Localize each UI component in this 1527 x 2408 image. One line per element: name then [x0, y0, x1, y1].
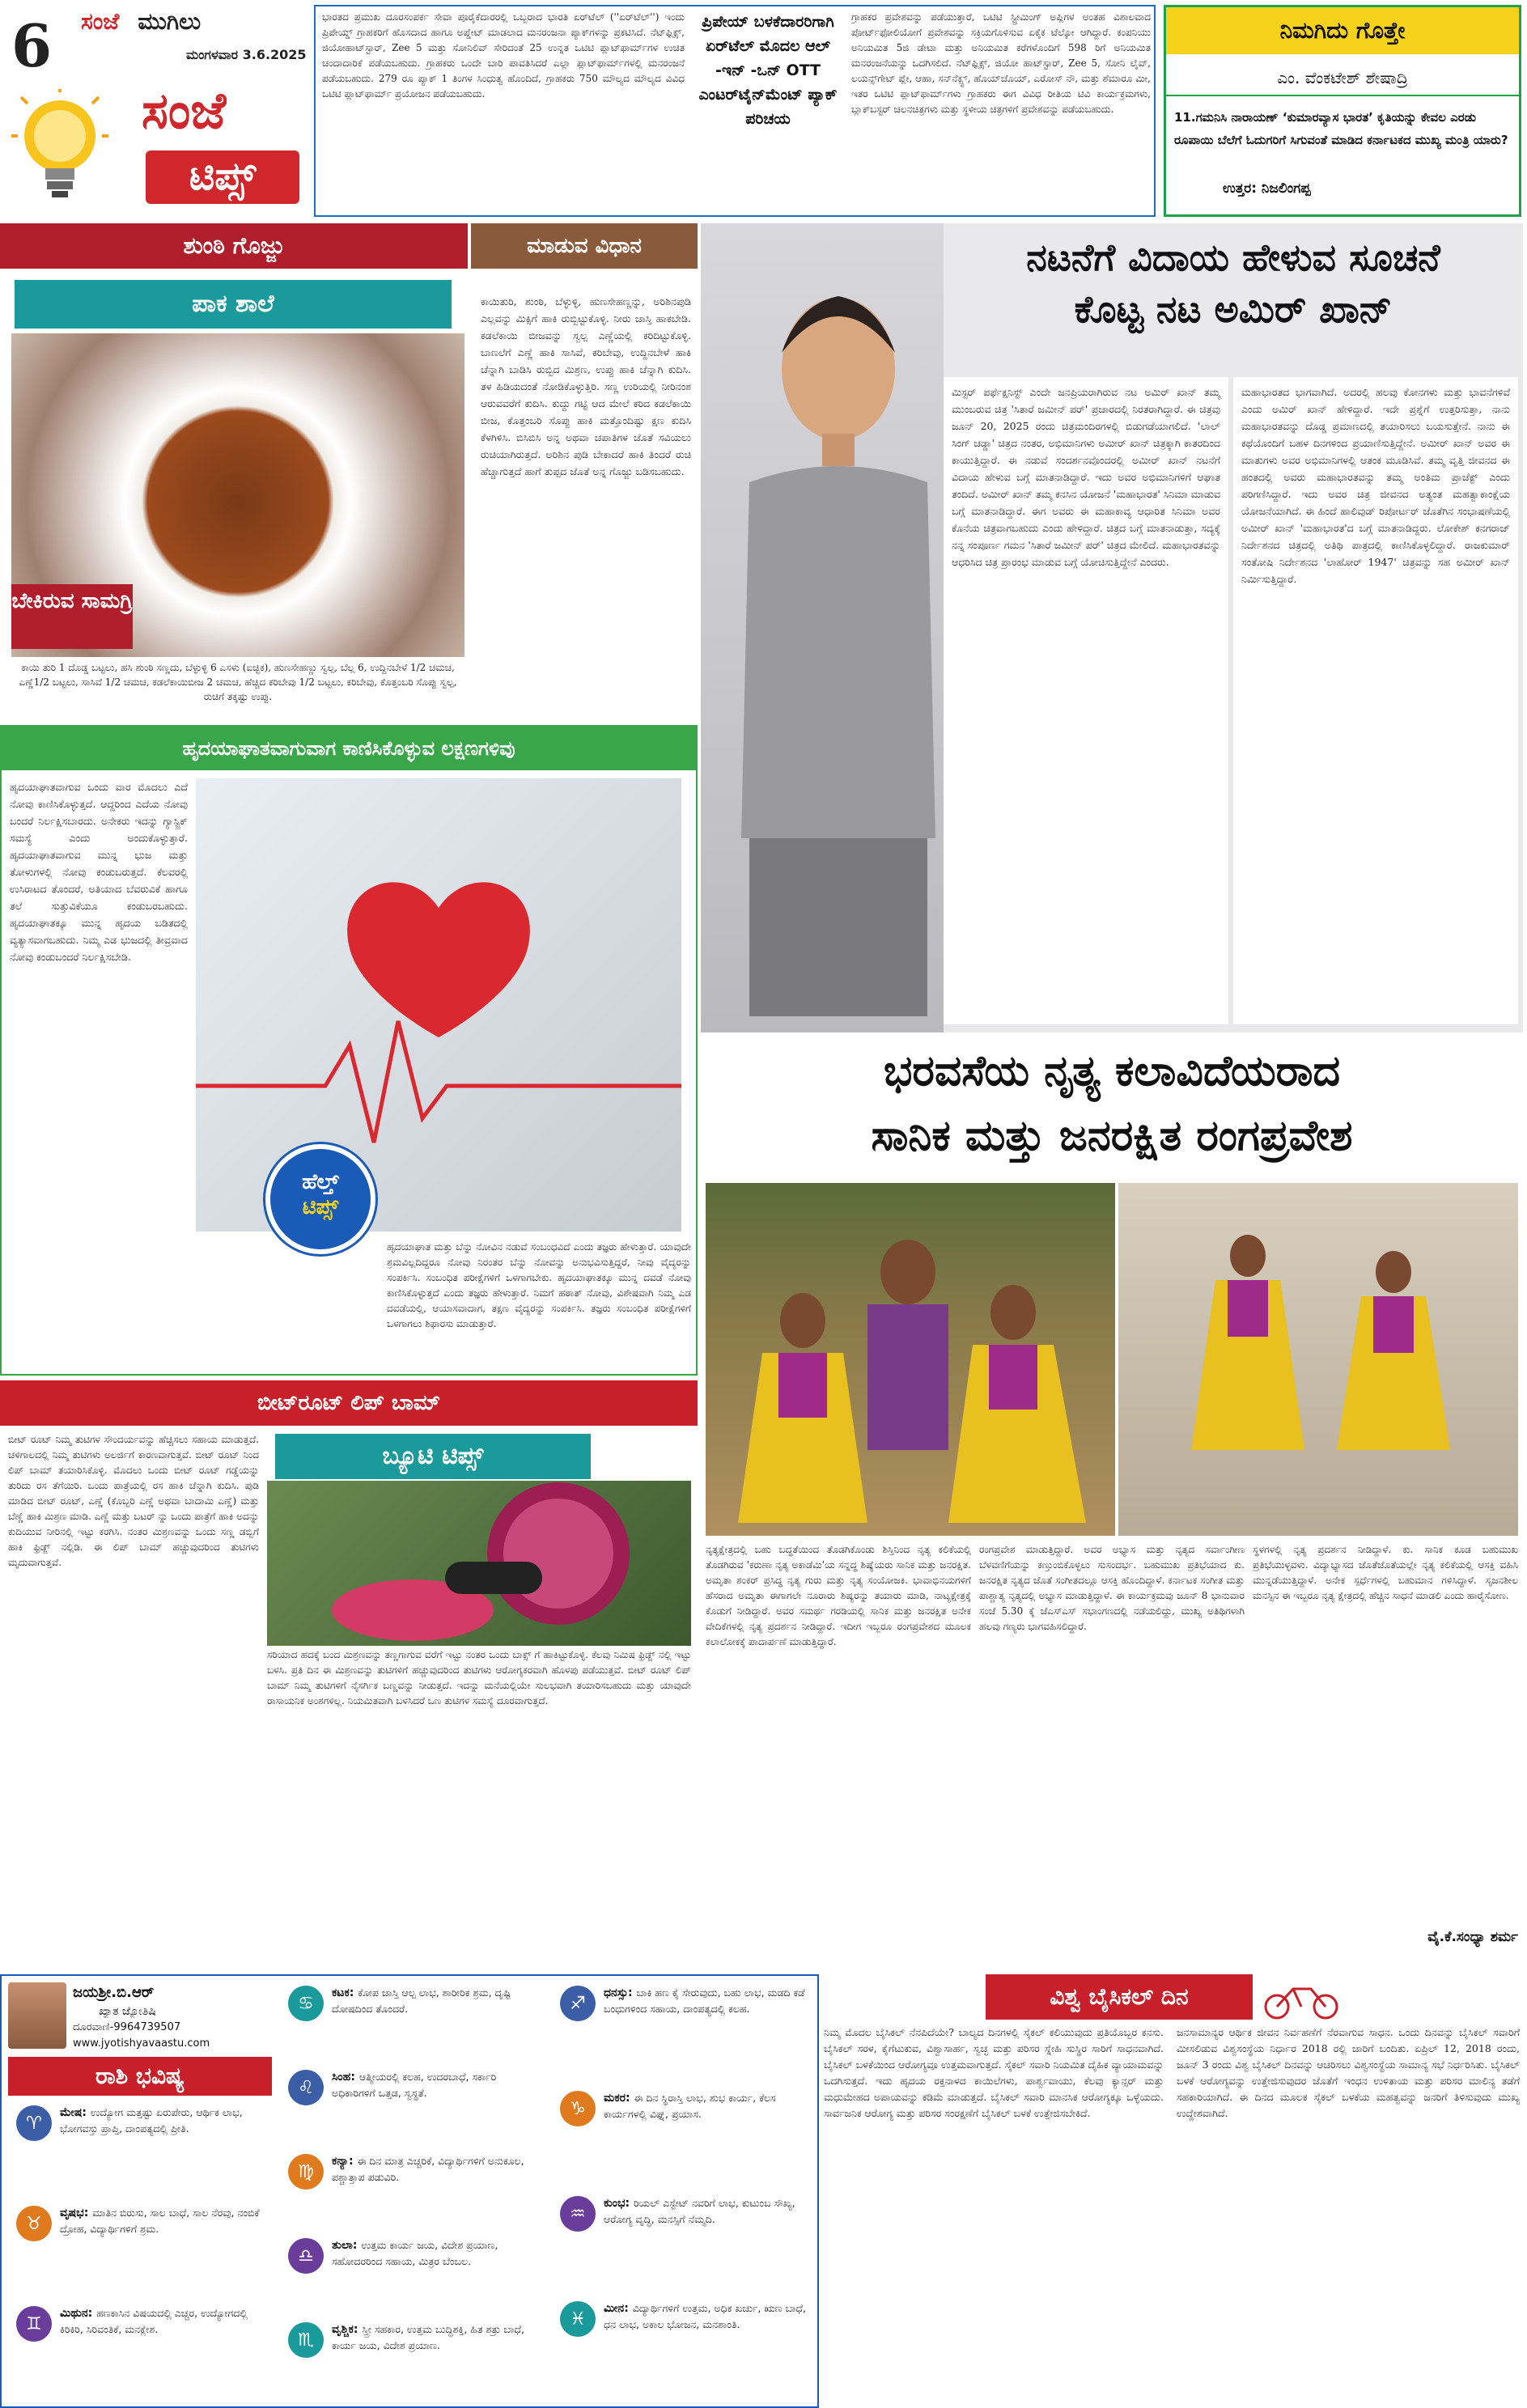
libra-icon: ♎	[288, 2238, 324, 2274]
horoscope-entry	[552, 2088, 816, 2188]
horoscope-title: ರಾಶಿ ಭವಿಷ್ಯ	[8, 2057, 272, 2096]
bulb-icon	[11, 89, 108, 210]
horoscope-sign-name: ವೃಶ್ಚಿಕ:	[332, 2323, 363, 2336]
beauty-col-cont	[8, 1647, 259, 1793]
recipe-method-label: ಮಾಡುವ ವಿಧಾನ	[471, 223, 698, 269]
heart-badge	[265, 1144, 375, 1254]
horoscope-sign-name: ಕುಂಭ:	[604, 2197, 634, 2210]
horoscope-col3	[552, 1982, 816, 2406]
recipe-section	[0, 223, 698, 720]
horoscope-sign-name: ಮೀನ:	[604, 2302, 633, 2315]
dance-headline-line1: ಭರವಸೆಯ ನೃತ್ಯ ಕಲಾವಿದೆಯರಾದ	[883, 1047, 1341, 1096]
horoscope-sign-text: ಮಾತಿನ ಬಿರುಸು, ಸಾಲ ಬಾಧೆ, ಸಾಲ ನೆರವು, ನಂಬಿಕೆ ದ್ರೋಹ, ವಿದ್ಯಾರ್ಥಿಗಳಿಗೆ ಶ್ರಮ.	[60, 2207, 260, 2235]
cycle-col1: ನಿಮ್ಮ ಮೊದಲ ಬೈಸಿಕಲ್ ನೆನಪಿದೆಯೇ? ಬಾಲ್ಯದ ದಿನಗಳಲ್ಲಿ ಸೈಕಲ್ ಕಲಿಯುವುದು ಪ್ರತಿಯೊಬ್ಬರ ಕನಸು. ಬೈಸಿಕಲ್ ಸರಳ, ಕೈಗೆಟುಕುವ, ವಿಶ್ವಾಸಾರ್ಹ, ಸ್ವಚ್ಛ ಮತ್ತು ಪರಿಸರ ಸ್ನೇಹಿ ಸುಸ್ಥಿರ ಸಾರಿಗೆ ಸಾಧನವಾಗಿದೆ. ಬೈಸಿಕಲ್ ಬಳಕೆಯಿಂದ ಆರೋಗ್ಯವೂ ಉತ್ತಮವಾಗುತ್ತದೆ. ಸೈಕಲ್ ಸವಾರಿ ನಿಯಮಿತ ದೈಹಿಕ ವ್ಯಾಯಾಮವನ್ನು ಒದಗಿಸುತ್ತದೆ. ಇದು ಹೃದಯ ರಕ್ತನಾಳದ ಕಾಯಿಲೆಗಳು, ಪಾರ್ಶ್ವವಾಯು, ಕೆಲವು ಕ್ಯಾನ್ಸರ್ ಮತ್ತು ಮಧುಮೇಹದ ಅಪಾಯವನ್ನು ಕಡಿಮೆ ಮಾಡುತ್ತದೆ. ಬೈಸಿಕಲ್ ಸವಾರಿ ಮಾನಸಿಕ ಆರೋಗ್ಯಕ್ಕೂ ಒಳ್ಳೆಯದು. ಸಾರ್ವಜನಿಕ ಆರೋಗ್ಯ ಮತ್ತು ಪರಿಸರ ಸಂರಕ್ಷಣೆಗೆ ಬೈಸಿಕಲ್ ಬಳಕೆ ಉತ್ತೇಜಿಸಬೇಕಿದೆ.	[824, 2026, 1164, 2119]
quiz-title: ನಿಮಗಿದು ಗೊತ್ತೇ	[1166, 7, 1519, 54]
capricorn-icon: ♑	[560, 2091, 596, 2126]
cycle-title: ವಿಶ್ವ ಬೈಸಿಕಲ್ ದಿನ	[986, 1974, 1253, 2020]
horoscope-sign-text: ವಿದ್ಯಾರ್ಥಿಗಳಿಗೆ ಉತ್ತಮ, ಅಧಿಕ ಖರ್ಚು, ಋಣ ಬಾಧೆ, ಧನ ಲಾಭ, ಅಕಾಲ ಭೋಜನ, ಮನಶಾಂತಿ.	[604, 2302, 807, 2330]
cycle-col2: ಜನಸಾಮಾನ್ಯರ ಆರ್ಥಿಕ ಜೀವನ ನಿರ್ವಹಣೆಗೆ ನೆರವಾಗುವ ಸಾಧನ. ಒಂದು ದಿನವನ್ನು ಬೈಸಿಕಲ್ ಸವಾರಿಗೆ ಮೀಸಲಿಡುವ ವಿಶ್ವಸಂಸ್ಥೆಯ ನಿರ್ಧಾರ 2018 ರಲ್ಲಿ ಜಾರಿಗೆ ಬಂದಿತು. ಏಪ್ರಿಲ್ 12, 2018 ರಂದು, ಜೂನ್ 3 ರಂದು ವಿಶ್ವ ಬೈಸಿಕಲ್ ದಿನವನ್ನು ಆಚರಿಸಲು ವಿಶ್ವಸಂಸ್ಥೆಯ ಸಾಮಾನ್ಯ ಸಭೆ ನಿರ್ಧರಿಸಿತು. ಬೈಸಿಕಲ್ ಬಳಕೆ ಆರೋಗ್ಯವನ್ನು ಉತ್ತೇಜಿಸುವುದರ ಜೊತೆಗೆ ಇಂಧನ ಉಳಿತಾಯ ಮತ್ತು ಪರಿಸರ ಮಾಲಿನ್ಯ ತಡೆಗೆ ಸಹಕಾರಿಯಾಗಿದೆ. ಈ ದಿನದ ಮೂಲಕ ಸೈಕಲ್ ಬಳಕೆಯ ಮಹತ್ವವನ್ನು ಜನರಿಗೆ ತಿಳಿಸುವುದು ಮುಖ್ಯ ಉದ್ದೇಶವಾಗಿದೆ.	[1177, 2026, 1520, 2119]
aamir-headline	[944, 231, 1523, 353]
aamir-photo-figure	[733, 256, 944, 1016]
aamir-col1: ಮಿಸ್ಟರ್ ಪರ್ಫೆಕ್ಷನಿಸ್ಟ್ ಎಂದೇ ಜನಪ್ರಿಯರಾಗಿರುವ ನಟ ಅಮಿರ್ ಖಾನ್ ತಮ್ಮ ಮುಂಬರುವ ಚಿತ್ರ 'ಸಿತಾರೆ ಜಮೀನ್ ಪರ್' ಪ್ರಚಾರದಲ್ಲಿ ನಿರತರಾಗಿದ್ದಾರೆ. ಈ ಚಿತ್ರವು ಜೂನ್ 20, 2025 ರಂದು ಚಿತ್ರಮಂದಿರಗಳಲ್ಲಿ ಬಿಡುಗಡೆಯಾಗಲಿದೆ. 'ಲಾಲ್ ಸಿಂಗ್ ಚಡ್ಡಾ' ಚಿತ್ರದ ನಂತರ, ಅಭಿಮಾನಿಗಳು ಅಮೀರ್ ಖಾನ್ ಚಿತ್ರಕ್ಕಾಗಿ ಕಾತರದಿಂದ ಕಾಯುತ್ತಿದ್ದಾರೆ. ಈ ನಡುವೆ ಸಂದರ್ಶನವೊಂದರಲ್ಲಿ ಅಮೀರ್ ಖಾನ್ ನಟನೆಗೆ ವಿದಾಯ ಹೇಳುವ ಬಗ್ಗೆ ಮಾತನಾಡಿದ್ದಾರೆ. ಇದು ಅವರ ಅಭಿಮಾನಿಗಳಿಗೆ ಆಘಾತ ತಂದಿದೆ. ಅಮೀರ್ ಖಾನ್ ತಮ್ಮ ಕನಸಿನ ಯೋಜನೆ 'ಮಹಾಭಾರತ' ಸಿನಿಮಾ ಮಾಡುವ ಬಗ್ಗೆ ಮಾತನಾಡಿದ್ದಾರೆ. ಈಗ ಅವರು ಈ ಮಹಾಕಾವ್ಯ ಆಧಾರಿತ ಸಿನಿಮಾ ಅವರ ಕೊನೆಯ ಚಿತ್ರವಾಗಬಹುದು ಎಂದು ಹೇಳಿದ್ದಾರೆ. ಚಿತ್ರದ ಬಗ್ಗೆ ಮಾತನಾಡುತ್ತಾ, ಸದ್ಯಕ್ಕೆ ನನ್ನ ಸಂಪೂರ್ಣ ಗಮನ 'ಸಿತಾರೆ ಜಮೀನ್ ಪರ್' ಚಿತ್ರದ ಮೇಲಿದೆ. ಮಹಾಭಾರತವನ್ನು ಆಧರಿಸಿದ ಚಿತ್ರ ಪ್ರಾರಂಭ ಮಾಡುವ ಬಗ್ಗೆ ಯೋಚಿಸುತ್ತಿದ್ದೇನೆ ಎಂದರು.	[944, 377, 1228, 1024]
dance-section	[701, 1039, 1523, 1958]
astrologer-website: www.jyotishyavaastu.com	[73, 2037, 210, 2050]
quiz-answer: ಉತ್ತರ: ನಿಜಲಿಂಗಪ್ಪ	[1223, 180, 1311, 197]
horoscope-entry	[552, 2193, 816, 2293]
horoscope-col1	[8, 2102, 272, 2406]
dance-photo-group	[706, 1183, 1115, 1536]
recipe-ingredients-label: ಬೇಕಿರುವ ಸಾಮಗ್ರಿ	[11, 584, 133, 649]
beauty-photo	[267, 1481, 691, 1646]
quiz-box	[1164, 5, 1521, 217]
recipe-title: ಶುಂಠಿ ಗೊಜ್ಜು	[0, 223, 468, 269]
leo-icon: ♌	[288, 2070, 324, 2105]
aamir-col2: ಮಹಾಭಾರತದ ಭಾಗವಾಗಿದೆ. ಅದರಲ್ಲಿ ಹಲವು ಕೋನಗಳು ಮತ್ತು ಭಾವನೆಗಳಿವೆ ಎಂದು ಅಮಿರ್ ಖಾನ್ ಹೇಳಿದ್ದಾರೆ. ಇದೇ ಪ್ರಶ್ನೆಗೆ ಉತ್ತರಿಸುತ್ತಾ, ನಾನು ಮಹಾಭಾರತವನ್ನು ದೊಡ್ಡ ಪ್ರಮಾಣದಲ್ಲಿ ತಯಾರಿಸಲು ಬಯಸುತ್ತೇನೆ. ನಾನು ಈ ಕಥೆಯೊಂದಿಗೆ ಬಹಳ ದಿನಗಳಿಂದ ಪ್ರಯಾಣಿಸುತ್ತಿದ್ದೇನೆ. ಅಮೀರ್ ಖಾನ್ ಅವರ ಈ ಮಾತುಗಳು ಅವರ ಅಭಿಮಾನಿಗಳಲ್ಲಿ ಆತಂಕ ಮೂಡಿಸಿವೆ. ತಮ್ಮ ವೃತ್ತಿ ಜೀವನದ ಈ ಹಂತದಲ್ಲಿ ಅವರು ಮಹಾಭಾರತವನ್ನು ತಮ್ಮ ಅಂತಿಮ ಪ್ರಾಜೆಕ್ಟ್ ಎಂದು ಪರಿಗಣಿಸಿದ್ದಾರೆ. ಇದು ಅವರ ಚಿತ್ರ ಜೀವನದ ಅತ್ಯಂತ ಮಹತ್ವಾಕಾಂಕ್ಷೆಯ ಯೋಜನೆಯಾಗಿದೆ. ಈ ಹಿಂದೆ ಹಾಲಿವುಡ್ ರಿಪೋರ್ಟರ್ ಜೊತೆಗಿನ ಸಂಭಾಷಣೆಯಲ್ಲಿ ಅಮೀರ್ ಖಾನ್ 'ಮಹಾಭಾರತ'ದ ಬಗ್ಗೆ ಮಾತನಾಡಿದ್ದರು. ಲೋಕೇಶ್ ಕನಗರಾಜ್ ನಿರ್ದೇಶನದ ಚಿತ್ರದಲ್ಲಿ ಅತಿಥಿ ಪಾತ್ರದಲ್ಲಿ ಕಾಣಿಸಿಕೊಳ್ಳಲಿದ್ದಾರೆ. ರಾಜಕುಮಾರ್ ಸಂತೋಷಿ ನಿರ್ದೇಶನದ 'ಲಾಹೋರ್ 1947' ಚಿತ್ರವನ್ನು ಸಹ ಅಮೀರ್ ಖಾನ್ ನಿರ್ಮಿಸುತ್ತಿದ್ದಾರೆ.	[1233, 377, 1518, 1024]
horoscope-sign-name: ವೃಷಭ:	[60, 2207, 93, 2219]
heart-badge-line1: ಹೆಲ್ತ್	[302, 1170, 339, 1194]
top-news	[314, 5, 1156, 217]
horoscope-entry	[552, 2298, 816, 2398]
top-news-body-2: ಗ್ರಾಹಕರ ಪ್ರವೇಶವನ್ನು ಪಡೆಯುತ್ತಾರೆ, ಒಟಿಟಿ ಸ್ಟ್ರೀಮಿಂಗ್ ಅಪ್ಲಿಗಳ ಅಂತಹ ವಿಶಾಲವಾದ ಪೋರ್ಟ್‌ಫೋಲಿಯೋಗೆ ಪ್ರವೇಶವನ್ನು ಸಕ್ರಿಯಗೊಳಿಸುವ ಏಕೈಕ ಟೆಲ್ಕೋ ಆಗಿದ್ದಾರೆ. ಕಂಪನಿಯು ಅನಿಯಮಿತ 5ಜಿ ಡೇಟಾ ಮತ್ತು ಅನಿಯಮಿತ ಕರೆಗಳೊಂದಿಗೆ 598 ರಿಗೆ ಅನಿಯಮಿತ ಮನರಂಜನೆಯನ್ನು ಒದಗಿಸಲಿದೆ. ನೆಟ್‌ಫ್ಲಿಕ್ಸ್, ಜಿಯೋ ಹಾಟ್‌ಸ್ಟಾರ್, Zee 5, ಸೋನಿ ಲೈವ್, ಲಯನ್ಸ್‌ಗೇಟ್ ಪ್ಲೇ, ಆಹಾ, ಸನ್‌ನೆಕ್ಸ್ಟ್, ಹೊಯ್‌ಚೊಯ್, ಎರೋಸ್ ನೌ, ಮತ್ತು ಶೆಮಾರೂ ಮೀ, ಇತರ ಒಟಿಟಿ ಪ್ಲಾಟ್‌ಫಾರ್ಮ್‌ಗಳು ಗ್ರಾಹಕರು ಈಗ ವಿವಿಧ ರೀತಿಯ ಟಿವಿ ಕಾರ್ಯಕ್ರಮಗಳು, ಬ್ಲಾಕ್‌ಬಸ್ಟರ್ ಚಲನಚಿತ್ರಗಳು ಮತ್ತು ಸ್ಥಳೀಯ ಚಿತ್ರಗಳಿಗೆ ಪ್ರವೇಶವನ್ನು ಪಡೆಯಬಹುದು.	[851, 11, 1151, 115]
horoscope-entry	[8, 2102, 272, 2198]
page-number: 6	[11, 11, 53, 80]
quiz-author: ಎಂ. ವೆಂಕಟೇಶ್ ಶೇಷಾದ್ರಿ	[1166, 59, 1519, 96]
horoscope-sign-text: ಹಣಕಾಸಿನ ವಿಷಯದಲ್ಲಿ ಎಚ್ಚರ, ಉದ್ಯೋಗದಲ್ಲಿ ಕಿರಿಕಿರಿ, ಸಿರಿವಂತಿಕೆ, ಮನಕ್ಲೇಶ.	[60, 2307, 248, 2335]
horoscope-entry	[280, 2151, 544, 2230]
aamir-headline-line1: ನಟನೆಗೆ ವಿದಾಯ ಹೇಳುವ ಸೂಚನೆ	[1026, 235, 1440, 279]
dance-headline-line2: ಸಾನಿಕ ಮತ್ತು ಜನರಕ್ಷಿತ ರಂಗಪ್ರವೇಶ	[871, 1112, 1353, 1160]
cancer-icon: ♋	[288, 1986, 324, 2021]
beauty-col: ಬೀಟ್ ರೂಟ್ ನಿಮ್ಮ ತುಟಿಗಳ ಸೌಂದರ್ಯವನ್ನು ಹೆಚ್ಚಿಸಲು ಸಹಾಯ ಮಾಡುತ್ತದೆ. ಚಳಿಗಾಲದಲ್ಲಿ ನಿಮ್ಮ ತುಟಿಗಳು ಅಲರ್ಜಿಗೆ ಕಾರಣವಾಗುತ್ತವೆ. ಬೀಟ್ ರೂಟ್ ನಿಂದ ಲಿಪ್ ಬಾಮ್ ತಯಾರಿಸಿಕೊಳ್ಳಿ. ಮೊದಲು ಒಂದು ಬೀಟ್ ರೂಟ್ ಗಡ್ಡೆಯನ್ನು ತುರಿದು ರಸ ತೆಗೆಯಿರಿ. ಒಂದು ಪಾತ್ರೆಯಲ್ಲಿ ರಸ ಹಾಕಿ ಚೆನ್ನಾಗಿ ಕುದಿಸಿ. ಪುಡಿ ಮಾಡಿದ ಬೀಟ್ ರೂಟ್, ಎಣ್ಣೆ (ಕೊಬ್ಬರಿ ಎಣ್ಣೆ ಅಥವಾ ಬಾದಾಮಿ ಎಣ್ಣೆ) ಮತ್ತು ಬೆಣ್ಣೆ ಹಾಕಿ ಮಿಶ್ರಣ ಮಾಡಿ. ಎಣ್ಣೆ ಮತ್ತು ಬಟರ್ ನ್ನು ಒಂದು ಪಾತ್ರೆಗೆ ಹಾಕಿ ಅದನ್ನು ಕುದಿಯುವ ನೀರಿನಲ್ಲಿ ಇಟ್ಟು ಕರಗಿಸಿ. ನಂತರ ಮಿಶ್ರಣವನ್ನು ಒಂದು ಸಣ್ಣ ಡಬ್ಬಿಗೆ ಹಾಕಿ ಫ್ರಿಡ್ಜ್ ನಲ್ಲಿಡಿ. ಈ ಲಿಪ್ ಬಾಮ್ ಹಚ್ಚುವುದರಿಂದ ತುಟಿಗಳು ಮೃದುವಾಗುತ್ತವೆ.	[8, 1434, 259, 1568]
recipe-kitchen-label: ಪಾಕ ಶಾಲೆ	[15, 280, 452, 329]
heart-section	[0, 725, 698, 1376]
astrologer-avatar	[8, 1982, 66, 2049]
brand-left: ಸಂಜೆ	[81, 8, 120, 35]
horoscope-sign-name: ಮಕರ:	[604, 2092, 634, 2105]
horoscope-sign-text: ಕೋಪ ಜಾಸ್ತಿ ಆಲ್ಪ ಲಾಭ, ಶಾರೀರಿಕ ಶ್ರಮ, ದೃಷ್ಟಿ ದೋಷದಿಂದ ತೊಂದರೆ.	[332, 1986, 511, 2015]
scorpio-icon: ♏	[288, 2322, 324, 2358]
dance-photo-pose	[1118, 1183, 1518, 1536]
recipe-ingredients: ಕಾಯಿ ತುರಿ 1 ದೊಡ್ಡ ಬಟ್ಟಲು, ಹಸಿ ಶುಂಠಿ ಸಣ್ಣದು, ಬೆಳ್ಳುಳ್ಳಿ 6 ಎಸಳು (ಐಚ್ಛಿಕ), ಹುಣಸೇಹಣ್ಣು ಸ್ವಲ್ಪ, ಬೆಲ್ಲ 6, ಉದ್ದಿನಬೇಳೆ 1/2 ಚಮಚ, ಎಣ್ಣೆ1/2 ಬಟ್ಟಲು, ಸಾಸಿವೆ 1/2 ಚಮಚ, ಕಡಲೆಕಾಯಿಬೀಜ 2 ಚಮಚ, ಹೆಚ್ಚಿದ ಕರಿಬೇವು 1/2 ಬಟ್ಟಲು, ಕರಿಬೇವು, ಕೊತ್ತಂಬರಿ ಸೊಪ್ಪು ಸ್ವಲ್ಪ, ರುಚಿಗೆ ತಕ್ಕಷ್ಟು ಉಪ್ಪು.	[19, 662, 457, 702]
heart-col1: ಹೃದಯಾಘಾತವಾಗುವ ಒಂದು ವಾರ ಮೊದಲು ಎದೆ ನೋವು ಕಾಣಿಸಿಕೊಳ್ಳುತ್ತದೆ. ಆದ್ದರಿಂದ ಎದೆಯ ನೋವು ಬಂದರೆ ನಿರ್ಲಕ್ಷಿಸಬಾರದು. ಅನೇಕರು ಇದನ್ನು ಗ್ಯಾಸ್ಟ್ರಿಕ್ ಸಮಸ್ಯೆ ಎಂದು ಅಂದುಕೊಳ್ಳುತ್ತಾರೆ. ಹೃದಯಾಘಾತವಾಗುವ ಮುನ್ನ ಭುಜ ಮತ್ತು ತೋಳುಗಳಲ್ಲಿ ನೋವು ಕಂಡುಬರುತ್ತದೆ. ಕೆಲವರಲ್ಲಿ ಉಸಿರಾಟದ ತೊಂದರೆ, ಅತಿಯಾದ ಬೆವರುವಿಕೆ ಹಾಗೂ ತಲೆ ಸುತ್ತುವಿಕೆಯೂ ಕಂಡುಬರಬಹುದು. ಹೃದಯಾಘಾತಕ್ಕೂ ಮುನ್ನ ಹೃದಯ ಬಡಿತದಲ್ಲಿ ವ್ಯತ್ಯಾಸವಾಗಬಹುದು. ನಿಮ್ಮ ಎಡ ಭುಜದಲ್ಲಿ ತೀವ್ರವಾದ ನೋವು ಕಂಡುಬಂದರೆ ನಿರ್ಲಕ್ಷಿಸಬೇಡಿ.	[10, 781, 188, 963]
heart-title: ಹೃದಯಾಘಾತವಾಗುವಾಗ ಕಾಣಿಸಿಕೊಳ್ಳುವ ಲಕ್ಷಣಗಳಿವು	[2, 727, 696, 770]
horoscope-entry	[8, 2202, 272, 2298]
horoscope-sign-name: ಮಿಥುನ:	[60, 2307, 97, 2320]
cycle-section	[824, 1974, 1523, 2408]
brand-right: ಮುಗಿಲು	[138, 8, 201, 35]
horoscope-sign-name: ಮೇಷ:	[60, 2106, 91, 2119]
horoscope-sign-name: ತುಲಾ:	[332, 2239, 362, 2252]
masthead	[0, 0, 312, 220]
heart-photo	[196, 778, 681, 1232]
horoscope-sign-text: ಸ್ತ್ರೀ ಸಹಕಾರ, ಉತ್ತಮ ಬುದ್ಧಿಶಕ್ತಿ, ಹಿತ ಶತ್ರು ಬಾಧೆ, ಕಾರ್ಯ ಜಯ, ವಿದೇಶ ಪ್ರಯಾಣ.	[332, 2323, 524, 2351]
beauty-bottom: ಸರಿಯಾದ ಹದಕ್ಕೆ ಬಂದ ಮಿಶ್ರಣವನ್ನು ತಣ್ಣಗಾಗುವ ವರೆಗೆ ಇಟ್ಟು ನಂತರ ಒಂದು ಬಾಕ್ಸ್ ಗೆ ಹಾಕಿಟ್ಟುಕೊಳ್ಳಿ. ಕೆಲವು ನಿಮಿಷ ಫ್ರಿಡ್ಜ್ ನಲ್ಲಿ ಇಟ್ಟು ಬಳಸಿ. ಪ್ರತಿ ದಿನ ಈ ಮಿಶ್ರಣವನ್ನು ತುಟಿಗಳಿಗೆ ಹಚ್ಚುವುದರಿಂದ ತುಟಿಗಳು ಆರೋಗ್ಯಕರವಾಗಿ ಹೊಳಪು ಪಡೆಯುತ್ತವೆ. ಬೀಟ್ ರೂಟ್ ಲಿಪ್ ಬಾಮ್ ನಿಮ್ಮ ತುಟಿಗಳಿಗೆ ನೈಸರ್ಗಿಕ ಬಣ್ಣವನ್ನು ನೀಡುತ್ತದೆ. ಇದನ್ನು ಮನೆಯಲ್ಲಿಯೇ ಸುಲಭವಾಗಿ ತಯಾರಿಸಬಹುದು ಮತ್ತು ಯಾವುದೇ ರಾಸಾಯನಿಕ ಅಂಶಗಳಿಲ್ಲ. ನಿಯಮಿತವಾಗಿ ಬಳಸಿದರೆ ಒಣ ತುಟಿಗಳ ಸಮಸ್ಯೆ ದೂರವಾಗುತ್ತದೆ.	[267, 1649, 691, 1706]
horoscope-sign-text: ಆತ್ಮೀಯರಲ್ಲಿ ಕಲಹ, ಉದರಬಾಧೆ, ಸರ್ಕಾರಿ ಅಧಿಕಾರಿಗಳಿಗೆ ಒತ್ತಡ, ಸ್ವಸ್ಥತೆ.	[332, 2071, 497, 2099]
dance-col3: ಸ್ಥಳಗಳಲ್ಲಿ ನೃತ್ಯ ಪ್ರದರ್ಶನ ನೀಡಿದ್ದಾಳೆ. ಕು. ಸಾನಿಕ ಕೂಡ ಬಹುಮುಖ ಪ್ರತಿಭೆಯುಳ್ಳವಳು. ವಿದ್ಯಾಭ್ಯಾಸದ ಜೊತೆಜೊತೆಯಲ್ಲೇ ನೃತ್ಯ ಕಲಿಕೆಯಲ್ಲಿ ಆಸಕ್ತಿ ವಹಿಸಿ ಮುನ್ನಡೆಯುತ್ತಿದ್ದಾಳೆ. ಅನೇಕ ಸ್ಪರ್ಧೆಗಳಲ್ಲಿ ಬಹುಮಾನ ಗಳಿಸಿದ್ದಾಳೆ. ಸೃಜನಶೀಲ ಮನಸ್ಸಿನ ಈ ಇಬ್ಬರೂ ನೃತ್ಯ ಕ್ಷೇತ್ರದಲ್ಲಿ ಹೆಚ್ಚಿನ ಸಾಧನೆ ಮಾಡಲಿ ಎಂದು ಹಾರೈಸೋಣ.	[1253, 1544, 1518, 1601]
horoscope-sign-text: ಈ ದಿನ ಮಾತ್ರ ಎಚ್ಚರಿಕೆ, ವಿದ್ಯಾರ್ಥಿಗಳಿಗೆ ಅನುಕೂಲ, ಪಶ್ಚಾತ್ತಾಪ ಪಡುವಿರಿ.	[332, 2155, 524, 2183]
astrologer-phone: ದೂರವಾಣಿ-9964739507	[73, 2021, 181, 2033]
bicycle-icon	[1261, 1979, 1342, 2020]
virgo-icon: ♍	[288, 2154, 324, 2190]
horoscope-entry	[552, 1982, 816, 2083]
horoscope-sign-name: ಕಟಕ:	[332, 1986, 358, 1999]
gemini-icon: ♊	[16, 2306, 52, 2342]
horoscope-sign-text: ಉದ್ಯೋಗ ಮತ್ತಷ್ಟು ಏರುಪೇರು, ಆರ್ಥಿಕ ಲಾಭ, ಭೋಗವಸ್ತು ಪ್ರಾಪ್ತಿ, ದಾಂಪತ್ಯದಲ್ಲಿ ಪ್ರೀತಿ.	[60, 2106, 243, 2135]
dance-col2: ರಂಗಪ್ರವೇಶ ಮಾಡುತ್ತಿದ್ದಾರೆ. ಅವರ ಅಭ್ಯಾಸ ಮತ್ತು ನೃತ್ಯದ ಸರ್ವಾಂಗೀಣ ಬೆಳವಣಿಗೆಯನ್ನು ಕಣ್ತುಂಬಿಕೊಳ್ಳಲು ಸುಸಂದರ್ಭ. ಬಹುಮುಖ ಪ್ರತಿಭೆಯಾದ ಕು. ಜನರಕ್ಷಿತ ನೃತ್ಯದ ಜೊತೆ ಸಂಗೀತದಲ್ಲೂ ಆಸಕ್ತಿ ಹೊಂದಿದ್ದಾಳೆ. ಕರ್ನಾಟಕ ಸಂಗೀತ ಮತ್ತು ಪಾಶ್ಚಾತ್ಯ ನೃತ್ಯದಲ್ಲಿ ಅಭ್ಯಾಸ ಮಾಡುತ್ತಿದ್ದಾಳೆ. ಈ ಕಾರ್ಯಕ್ರಮವು ಜೂನ್ 8 ಭಾನುವಾರ ಸಂಜೆ 5.30 ಕ್ಕೆ ಜೆಎಸ್‌ಎಸ್ ಸಭಾಂಗಣದಲ್ಲಿ ನಡೆಯಲಿದ್ದು, ಮುಖ್ಯ ಅತಿಥಿಗಳಾಗಿ ಹಲವು ಗಣ್ಯರು ಭಾಗವಹಿಸಲಿದ್ದಾರೆ.	[979, 1544, 1245, 1632]
aamir-section	[701, 223, 1523, 1032]
dance-headline	[701, 1039, 1523, 1176]
astrologer-role: ಖ್ಯಾತ ಜ್ಯೋತಿಷಿ	[99, 2005, 156, 2018]
recipe-method: ಕಾಯಿತುರಿ, ಶುಂಠಿ, ಬೆಳ್ಳುಳ್ಳಿ, ಹುಣಸೇಹಣ್ಣನ್ನು, ಅರಿಶಿನಪುಡಿ ಎಲ್ಲವನ್ನು ಮಿಕ್ಸಿಗೆ ಹಾಕಿ ರುಬ್ಬಿಟ್ಟುಕೊಳ್ಳಿ. ನೀರು ಜಾಸ್ತಿ ಹಾಕಬೇಡಿ. ಕಡಲೆಕಾಯಿ ಬೀಜವನ್ನು ಸ್ವಲ್ಪ ಎಣ್ಣೆಯಲ್ಲಿ ಕರಿದಿಟ್ಟುಕೊಳ್ಳಿ. ಬಾಣಲೆಗೆ ಎಣ್ಣೆ ಹಾಕಿ ಸಾಸಿವೆ, ಕರಿಬೇವು, ಉದ್ದಿನಬೇಳೆ ಹಾಕಿ ಚೆನ್ನಾಗಿ ಬಾಡಿಸಿ ರುಬ್ಬಿದ ಮಿಶ್ರಣ, ಉಪ್ಪು ಹಾಕಿ ಚೆನ್ನಾಗಿ ಕುದಿಸಿ. ತಳ ಹಿಡಿಯದಂತೆ ನೋಡಿಕೊಳ್ಳುತ್ತಿರಿ. ಸಣ್ಣ ಉರಿಯಲ್ಲಿ ನೀರಿನಂಶ ಆರುವವರೆಗೆ ಕುದಿಸಿ. ಕುದ್ದು ಗಟ್ಟಿ ಆದ ಮೇಲೆ ಕರಿದ ಕಡಲೆಕಾಯಿ ಬೀಜ, ಕೊತ್ತಂಬರಿ ಸೊಪ್ಪು ಹಾಕಿ ಮತ್ತೊಂದಿಷ್ಟು ಕ್ಷಣ ಕುದಿಸಿ ಕೆಳಗಿಳಿಸಿ. ಬಿಸಿಬಿಸಿ ಅನ್ನ ಅಥವಾ ಚಪಾತಿಗಳ ಜೊತೆ ಸವಿಯಲು ರುಚಿಯಾಗಿರುತ್ತದೆ. ಅರಿಶಿನ ಪುಡಿ ಬೇಕಾದರೆ ಹಾಕಿ ತಿಂದರೆ ರುಚಿ ಹೆಚ್ಚಾಗುತ್ತದೆ ಹಾಗೆ ತುಪ್ಪದ ಜೊತೆ ಅನ್ನ ಗೊಜ್ಜು ಬಡಿಸಬಹುದು.	[481, 295, 691, 477]
horoscope-sign-name: ಕನ್ಯಾ:	[332, 2155, 358, 2168]
brand-logo	[81, 8, 308, 50]
horoscope-entry	[280, 2235, 544, 2314]
horoscope-sign-text: ಉತ್ತಮ ಕಾರ್ಯ ಜಯ, ವಿದೇಶ ಪ್ರಯಾಣ, ಸಹೋದರರಿಂದ ಸಹಾಯ, ಮಿತ್ರರ ಬೆಂಬಲ.	[332, 2239, 498, 2267]
top-news-headline: ಪ್ರಿಪೇಯ್ ಬಳಕೆದಾರರಿಗಾಗಿ ಏರ್‌ಟೆಲ್ ಮೊದಲ ಆಲ್ -ಇನ್ -ಒನ್ OTT ಎಂಟರ್‌ಟೈನ್‌ಮೆಂಟ್ ಪ್ಯಾಕ್ ಪರಿಚಯ	[698, 13, 838, 128]
aquarius-icon: ♒	[560, 2196, 596, 2232]
quiz-question: 11.ಗಮನಿಸಿ ನಾರಾಯಣ್ ‘ಕುಮಾರವ್ಯಾಸ ಭಾರತ’ ಕೃತಿಯನ್ನು ಕೇವಲ ಎರಡು ರೂಪಾಯಿ ಬೆಲೆಗೆ ಓದುಗರಿಗೆ ಸಿಗುವಂತೆ ಮಾಡಿದ ಕರ್ನಾಟಕದ ಮುಖ್ಯ ಮಂತ್ರಿ ಯಾರು?	[1174, 110, 1508, 147]
horoscope-entry	[280, 1982, 544, 2062]
pisces-icon: ♓	[560, 2301, 596, 2337]
aamir-headline-line2: ಕೊಟ್ಟ ನಟ ಅಮಿರ್ ಖಾನ್	[1074, 287, 1393, 331]
horoscope-sign-name: ಸಿಂಹ:	[332, 2071, 359, 2084]
top-news-body: ಭಾರತದ ಪ್ರಮುಖ ದೂರಸಂಪರ್ಕ ಸೇವಾ ಪೂರೈಕೆದಾರರಲ್ಲಿ ಒಬ್ಬರಾದ ಭಾರತಿ ಏರ್‌ಟೆಲ್ (''ಏರ್‌ಟೆಲ್'') ಇಂದು ಪ್ರಿಪೇಯ್ಡ್ ಗ್ರಾಹಕರಿಗೆ ಹೊಸದಾದ ಹಾಗೂ ಅಪ್ಡೇಟ್ ಮಾಡಲಾದ ಮನರಂಜನಾ ಪ್ಯಾಕ್‌ಗಳನ್ನು ಪ್ರಕಟಿಸಿದೆ. ನೆಟ್‌ಫ್ಲಿಕ್ಸ್, ಜಿಯೋಹಾಟ್‌ಸ್ಟಾರ್, Zee 5 ಮತ್ತು ಸೋನಿಲಿವ್ ಸೇರಿದಂತೆ 25 ಉನ್ನತ ಒಟಿಟಿ ಪ್ಲಾಟ್‌ಫಾರ್ಮ್‌ಗಳ ಉಚಿತ ಚಂದಾದಾರಿಕೆ ಪಡೆಯಬಹುದು. ಗ್ರಾಹಕರು ಒಂದೇ ಬಾರಿ ಪಾವತಿಸಿದರೆ ಎಲ್ಲಾ ಪ್ಲಾಟ್‌ಫಾರ್ಮ್‌ಗಳಲ್ಲಿ ಮನರಂಜನೆ ಪಡೆಯಬಹುದು. 279 ರೂ ಪ್ಯಾಕ್ 1 ತಿಂಗಳ ಸಿಂಧುತ್ವ ಹೊಂದಿದೆ, ಗ್ರಾಹಕರು 750 ಮೌಲ್ಯದ ಮೌಲ್ಯದ ವಿವಿಧ ಒಟಿಟಿ ಪ್ಲಾಟ್‌ಫಾರ್ಮ್‌ ಪ್ರಯೋಜನ ಪಡೆಯಬಹುದು.	[322, 11, 685, 100]
heart-badge-line2: ಟಿಪ್ಸ್	[302, 1195, 339, 1219]
horoscope-sign-text: ಈ ದಿನ ಸ್ಥಿರಾಸ್ತಿ ಲಾಭ, ಶುಭ ಕಾರ್ಯ, ಕೆಲಸ ಕಾರ್ಯಗಳಲ್ಲಿ ವಿಘ್ನ, ಪ್ರಯಾಸ.	[604, 2092, 776, 2120]
horoscope-section	[0, 1974, 819, 2408]
heart-col2: ಹೃದಯಾಘಾತ ಮತ್ತು ಬೆನ್ನು ನೋವಿನ ನಡುವೆ ಸಂಬಂಧವಿದೆ ಎಂದು ತಜ್ಞರು ಹೇಳುತ್ತಾರೆ. ಯಾವುದೇ ಶ್ರಮವಿಲ್ಲದಿದ್ದರೂ ನೋವು ನಿರಂತರ ಬೆನ್ನು ನೋವನ್ನು ಅನುಭವಿಸುತ್ತಿದ್ದರೆ, ನೀವು ವೈದ್ಯರನ್ನು ಸಂಪರ್ಕಿಸಿ. ಸಂಬಂಧಿತ ಪರೀಕ್ಷೆಗಳಿಗೆ ಒಳಗಾಗಬೇಕು. ಹೃದಯಾಘಾತಕ್ಕೂ ಮುನ್ನ ದವಡೆ ನೋವು ಕಾಣಿಸಿಕೊಳ್ಳುತ್ತದೆ ಎಂದು ತಜ್ಞರು ಹೇಳುತ್ತಾರೆ. ನಿಮಗೆ ಹಠಾತ್ ನೋವು, ವಿಶೇಷವಾಗಿ ನಿಮ್ಮ ಎಡ ದವಡೆಯಲ್ಲಿ, ಆಯಾಸವಾದಾಗ, ತಕ್ಷಣ ವೈದ್ಯರನ್ನು ಸಂಪರ್ಕಿಸಿ. ತಜ್ಞರು ಸಂಬಂಧಿತ ಪರೀಕ್ಷೆಗಳಿಗೆ ಒಳಗಾಗಲು ಶಿಫಾರಸು ಮಾಡುತ್ತಾರೆ.	[387, 1241, 691, 1329]
dance-byline: ವೈ.ಕೆ.ಸಂಧ್ಯಾ ಶರ್ಮ	[1427, 1929, 1518, 1945]
taurus-icon: ♉	[16, 2206, 52, 2241]
section-subtitle: ಟಿಪ್ಸ್	[146, 150, 299, 204]
horoscope-col2	[280, 1982, 544, 2406]
beauty-badge: ಬ್ಯೂಟಿ ಟಿಪ್ಸ್	[275, 1434, 591, 1479]
horoscope-sign-text: ಬಾಕಿ ಹಣ ಕೈ ಸೇರುವುದು, ಬಹು ಲಾಭ, ಮಡದಿ ಕಡೆ ಬಂಧುಗಳಿಂದ ಸಹಾಯ, ದಾಂಪತ್ಯದಲ್ಲಿ ಕಲಹ.	[604, 1986, 805, 2015]
horoscope-sign-name: ಧನಸ್ಸು:	[604, 1986, 637, 1999]
horoscope-sign-text: ರಿಯಲ್ ಎಸ್ಟೇಟ್ ನವರಿಗೆ ಲಾಭ, ಕುಟುಂಬ ಸೌಖ್ಯ, ಆರೋಗ್ಯ ವೃದ್ಧಿ, ಮನಸ್ಸಿಗೆ ನೆಮ್ಮದಿ.	[604, 2197, 795, 2225]
dance-col1: ನೃತ್ಯಕ್ಷೇತ್ರದಲ್ಲಿ ಬಹು ಬದ್ಧತೆಯಿಂದ ತೊಡಗಿಕೊಂಡು ಶಿಸ್ತಿನಿಂದ ನೃತ್ಯ ಕಲಿಕೆಯಲ್ಲಿ ತೊಡಗಿರುವ 'ಕರುಣಾ ನೃತ್ಯ ಅಕಾಡೆಮಿ'ಯ ಸನ್ನದ್ಧ ಶಿಷ್ಯೆಯರು ಸಾನಿಕ ಮತ್ತು ಜನರಕ್ಷಿತ. ಅಮೃತಾ ಶಂಕರ್ ಪ್ರಸಿದ್ಧ ನೃತ್ಯ ಗುರು ಮತ್ತು ನೃತ್ಯ ಸಂಯೋಜಕಿ. ಭಾವಾಭಿನಯಗಳಿಗೆ ಹೆಸರಾದ ಅಮೃತಾ ಈಗಾಗಲೇ ನೂರಾರು ಶಿಷ್ಯರನ್ನು ತಯಾರು ಮಾಡಿ, ನಾಟ್ಯಕ್ಷೇತ್ರಕ್ಕೆ ಕೊಡುಗೆ ನೀಡಿದ್ದಾರೆ. ಅವರ ಸಮರ್ಥ ಗರಡಿಯಲ್ಲಿ ಸಾನಿಕ ಮತ್ತು ಜನರಕ್ಷಿತ ಅನೇಕ ವೇದಿಕೆಗಳಲ್ಲಿ ನೃತ್ಯ ಪ್ರದರ್ಶನ ನೀಡಿದ್ದಾರೆ. ಇದೀಗ ಇಬ್ಬರೂ ರಂಗಪ್ರವೇಶದ ಮೂಲಕ ಕಲಾಲೋಕಕ್ಕೆ ಪಾದಾರ್ಪಣೆ ಮಾಡುತ್ತಿದ್ದಾರೆ.	[706, 1544, 971, 1647]
horoscope-entry	[8, 2303, 272, 2398]
sagittarius-icon: ♐	[560, 1986, 596, 2021]
horoscope-entry	[280, 2067, 544, 2146]
astrologer-name: ಜಯಶ್ರೀ.ಬಿ.ಆರ್	[73, 1984, 155, 2001]
section-title: ಸಂಜೆ	[142, 81, 227, 140]
horoscope-entry	[280, 2319, 544, 2398]
aries-icon: ♈	[16, 2105, 52, 2141]
beauty-section	[0, 1380, 698, 1647]
beauty-title: ಬೀಟ್‌ರೂಟ್ ಲಿಪ್ ಬಾಮ್	[0, 1380, 698, 1426]
issue-date: ಮಂಗಳವಾರ 3.6.2025	[186, 47, 307, 62]
